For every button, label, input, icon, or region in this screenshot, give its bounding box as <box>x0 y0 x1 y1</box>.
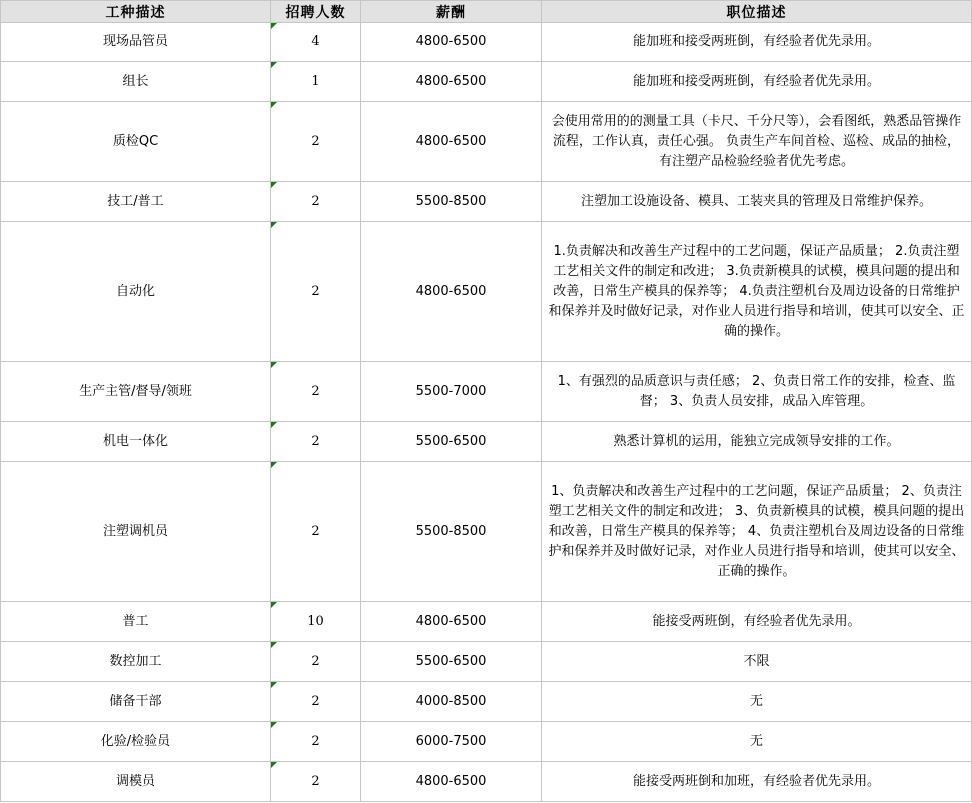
headcount-cell: 1 <box>271 62 361 102</box>
job-title-cell: 数控加工 <box>1 642 271 682</box>
header-title: 工种描述 <box>1 1 271 23</box>
salary-cell: 4800-6500 <box>361 102 542 182</box>
job-title-cell: 技工/普工 <box>1 182 271 222</box>
salary-cell: 4800-6500 <box>361 602 542 642</box>
salary-cell: 5500-6500 <box>361 642 542 682</box>
table-row <box>1 642 972 682</box>
table-row <box>1 462 972 602</box>
description-cell: 不限 <box>542 642 972 682</box>
job-title-cell: 自动化 <box>1 222 271 362</box>
description-cell: 能接受两班倒，有经验者优先录用。 <box>542 602 972 642</box>
salary-cell: 4800-6500 <box>361 222 542 362</box>
table-row <box>1 222 972 362</box>
table-row <box>1 722 972 762</box>
header-description: 职位描述 <box>542 1 972 23</box>
job-title-cell: 机电一体化 <box>1 422 271 462</box>
salary-cell: 4800-6500 <box>361 23 542 62</box>
cell-indicator-icon <box>271 182 277 188</box>
headcount-cell: 2 <box>271 682 361 722</box>
header-salary: 薪酬 <box>361 1 542 23</box>
headcount-cell: 4 <box>271 23 361 62</box>
job-title-cell: 化验/检验员 <box>1 722 271 762</box>
salary-cell: 6000-7500 <box>361 722 542 762</box>
job-title-cell: 现场品管员 <box>1 23 271 62</box>
salary-cell: 5500-8500 <box>361 182 542 222</box>
table-row <box>1 682 972 722</box>
headcount-cell: 2 <box>271 222 361 362</box>
job-title-cell: 普工 <box>1 602 271 642</box>
job-title-cell: 质检QC <box>1 102 271 182</box>
salary-cell: 4800-6500 <box>361 762 542 802</box>
headcount-cell: 2 <box>271 642 361 682</box>
description-cell: 1.负责解决和改善生产过程中的工艺问题，保证产品质量； 2.负责注塑工艺相关文件的制定和改进； 3.负责新模具的试模，模具问题的提出和改善，日常生产模具的保养等； 4.负责注塑机台及周边设备的日常维护和保养并及时做好记录，对作业人员进行指导和培训，使其可以安全、正确的操作。 <box>542 222 972 362</box>
salary-cell: 5500-6500 <box>361 422 542 462</box>
salary-cell: 4000-8500 <box>361 682 542 722</box>
headcount-cell: 2 <box>271 762 361 802</box>
cell-indicator-icon <box>271 722 277 728</box>
header-row <box>1 1 972 23</box>
headcount-cell: 2 <box>271 362 361 422</box>
job-title-cell: 组长 <box>1 62 271 102</box>
table-row <box>1 362 972 422</box>
cell-indicator-icon <box>271 102 277 108</box>
table-row <box>1 602 972 642</box>
description-cell: 能加班和接受两班倒，有经验者优先录用。 <box>542 23 972 62</box>
cell-indicator-icon <box>271 682 277 688</box>
salary-cell: 5500-8500 <box>361 462 542 602</box>
table-row <box>1 102 972 182</box>
salary-cell: 5500-7000 <box>361 362 542 422</box>
table-row <box>1 182 972 222</box>
cell-indicator-icon <box>271 23 277 29</box>
description-cell: 无 <box>542 722 972 762</box>
job-title-cell: 生产主管/督导/领班 <box>1 362 271 422</box>
headcount-cell: 10 <box>271 602 361 642</box>
headcount-cell: 2 <box>271 102 361 182</box>
description-cell: 会使用常用的的测量工具（卡尺、千分尺等），会看图纸，熟悉品管操作流程，工作认真，责任心强。 负责生产车间首检、巡检、成品的抽检，有注塑产品检验经验者优先考虑。 <box>542 102 972 182</box>
cell-indicator-icon <box>271 602 277 608</box>
description-cell: 能接受两班倒和加班，有经验者优先录用。 <box>542 762 972 802</box>
cell-indicator-icon <box>271 642 277 648</box>
salary-cell: 4800-6500 <box>361 62 542 102</box>
cell-indicator-icon <box>271 62 277 68</box>
description-cell: 能加班和接受两班倒，有经验者优先录用。 <box>542 62 972 102</box>
cell-indicator-icon <box>271 422 277 428</box>
cell-indicator-icon <box>271 362 277 368</box>
description-cell: 注塑加工设施设备、模具、工装夹具的管理及日常维护保养。 <box>542 182 972 222</box>
table-row <box>1 422 972 462</box>
headcount-cell: 2 <box>271 462 361 602</box>
cell-indicator-icon <box>271 762 277 768</box>
headcount-cell: 2 <box>271 722 361 762</box>
header-count: 招聘人数 <box>271 1 361 23</box>
description-cell: 1、有强烈的品质意识与责任感； 2、负责日常工作的安排，检查、监督； 3、负责人员安排，成品入库管理。 <box>542 362 972 422</box>
description-cell: 无 <box>542 682 972 722</box>
description-cell: 熟悉计算机的运用，能独立完成领导安排的工作。 <box>542 422 972 462</box>
table-row <box>1 23 972 62</box>
table-body <box>1 23 972 802</box>
job-title-cell: 调模员 <box>1 762 271 802</box>
cell-indicator-icon <box>271 222 277 228</box>
table-row <box>1 762 972 802</box>
headcount-cell: 2 <box>271 182 361 222</box>
job-title-cell: 储备干部 <box>1 682 271 722</box>
cell-indicator-icon <box>271 462 277 468</box>
headcount-cell: 2 <box>271 422 361 462</box>
description-cell: 1、负责解决和改善生产过程中的工艺问题，保证产品质量； 2、负责注塑工艺相关文件的制定和改进； 3、负责新模具的试模，模具问题的提出和改善，日常生产模具的保养等； 4、负责注塑机台及周边设备的日常维护和保养并及时做好记录，对作业人员进行指导和培训，使其可以安全、正确的操作。 <box>542 462 972 602</box>
job-title-cell: 注塑调机员 <box>1 462 271 602</box>
table-row <box>1 62 972 102</box>
